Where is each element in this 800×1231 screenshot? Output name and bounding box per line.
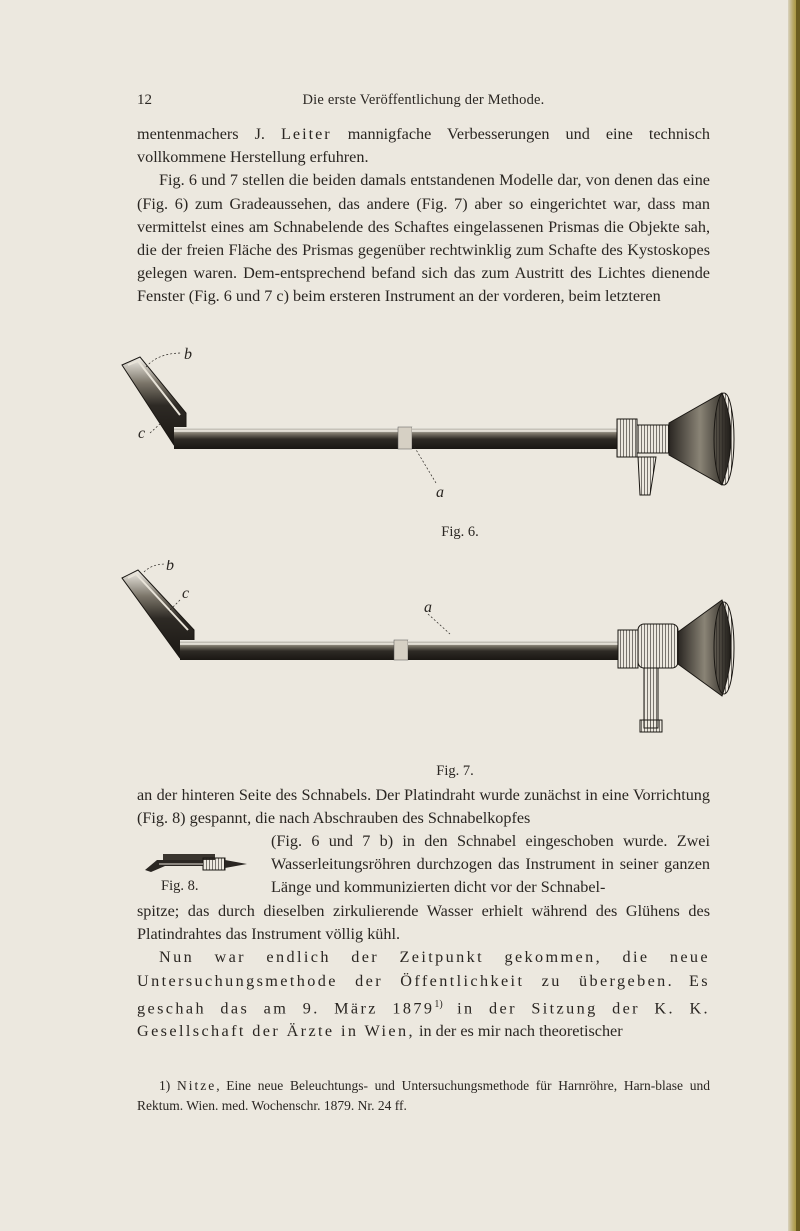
paragraph-1-body: Fig. 6 und 7 stellen die beiden damals entstandenen Modelle dar, von denen das eine (Fig. 6) zum Gradeaussehen, das andere (Fig. 7) aber so eingerichtet war, dass man vermittelst eines am Schnabelende des Schaftes eingelassenen Prismas die Objekte sah, die der freien Fläche des Prismas gegenüber rechtwinklig zum Schafte des Kystoskopes gelegen waren. Dem-entsprechend befand sich das zum Austritt des Lichtes dienende Fenster (Fig. 6 und 7 c) beim ersteren Instrument an der vorderen, beim letzteren [137, 171, 710, 306]
emphasized-date: Es geschah das am 9. März 1879 [137, 971, 711, 1018]
running-title: Die erste Veröffentlichung der Methode. [302, 92, 545, 108]
footnote-marker: 1) [159, 1078, 171, 1093]
page-number: 12 [137, 92, 152, 108]
paragraph-1-line-1 [137, 123, 710, 169]
text-run: in der es mir nach theoretischer [414, 1022, 623, 1041]
label-a: a [436, 484, 444, 501]
footnote-citation: , Eine neue Beleuchtungs- und Untersuchungsmethode für Harnröhre, Harn-blase und Rektum. Wien. med. Wochenschr. 1879. Nr. 24 ff. [137, 1078, 711, 1113]
paragraph-3 [137, 946, 710, 1043]
figure-8-illustration [143, 852, 255, 874]
footnote-author: Nitze [176, 1078, 217, 1093]
paragraph-2-wrapped: (Fig. 6 und 7 b) in den Schnabel eingeschoben wurde. Zwei Wasserleitungsröhren durchzogen das Instrument in seiner ganzen Länge und kommunizierten dicht vor der Schnabel- [271, 832, 710, 897]
emphasized-text: Nun war endlich der Zeitpunkt gekommen, die neue Untersuchungsmethode der Öffentlichkeit zu übergeben. [137, 948, 710, 990]
page-edge-shadow [796, 0, 800, 1231]
paragraph-2-line-1: an der hinteren Seite des Schnabels. Der Platindraht wurde zunächst in eine Vorrichtung (Fig. 8) gespannt, die nach Abschrauben des Schnabelkopfes [137, 786, 710, 828]
figure-8-caption: Fig. 8. [161, 878, 199, 894]
footnote-text [137, 1076, 710, 1116]
cystoscope-straight-illustration [110, 345, 740, 515]
cystoscope-prism-illustration [110, 560, 740, 735]
platinum-wire-device-illustration [143, 852, 255, 874]
label-b: b [184, 346, 192, 363]
footnote-ref: 1) [434, 998, 443, 1010]
figure-6-illustration [110, 345, 740, 515]
paragraph-2-intro [137, 784, 710, 830]
text-run: mannigfache Verbesserungen und eine technisch vollkommene Herstellung erfuhren. [137, 125, 711, 167]
label-b: b [166, 560, 174, 574]
emphasized-society: in der Sitzung der K. K. Gesellschaft der Ärzte in Wien, [137, 999, 710, 1041]
figure-6-caption: Fig. 6. [441, 524, 479, 540]
page-header [137, 92, 710, 112]
label-c: c [138, 425, 146, 442]
paragraph-1 [137, 123, 710, 309]
text-run: mentenmachers J. [137, 125, 281, 143]
label-a: a [424, 599, 432, 616]
figure-7-illustration [110, 560, 740, 735]
paragraph-2-end: spitze; das durch dieselben zirkulierende Wasser erhielt während des Glühens des Platindrahtes das Instrument völlig kühl. [137, 902, 710, 944]
figure-7-caption: Fig. 7. [436, 763, 474, 779]
paragraph-2-continued [137, 900, 710, 1044]
footnote-ref-number: 1 [434, 998, 440, 1010]
footnote [137, 1076, 710, 1116]
person-name: Leiter [281, 125, 332, 143]
label-c: c [182, 585, 190, 602]
